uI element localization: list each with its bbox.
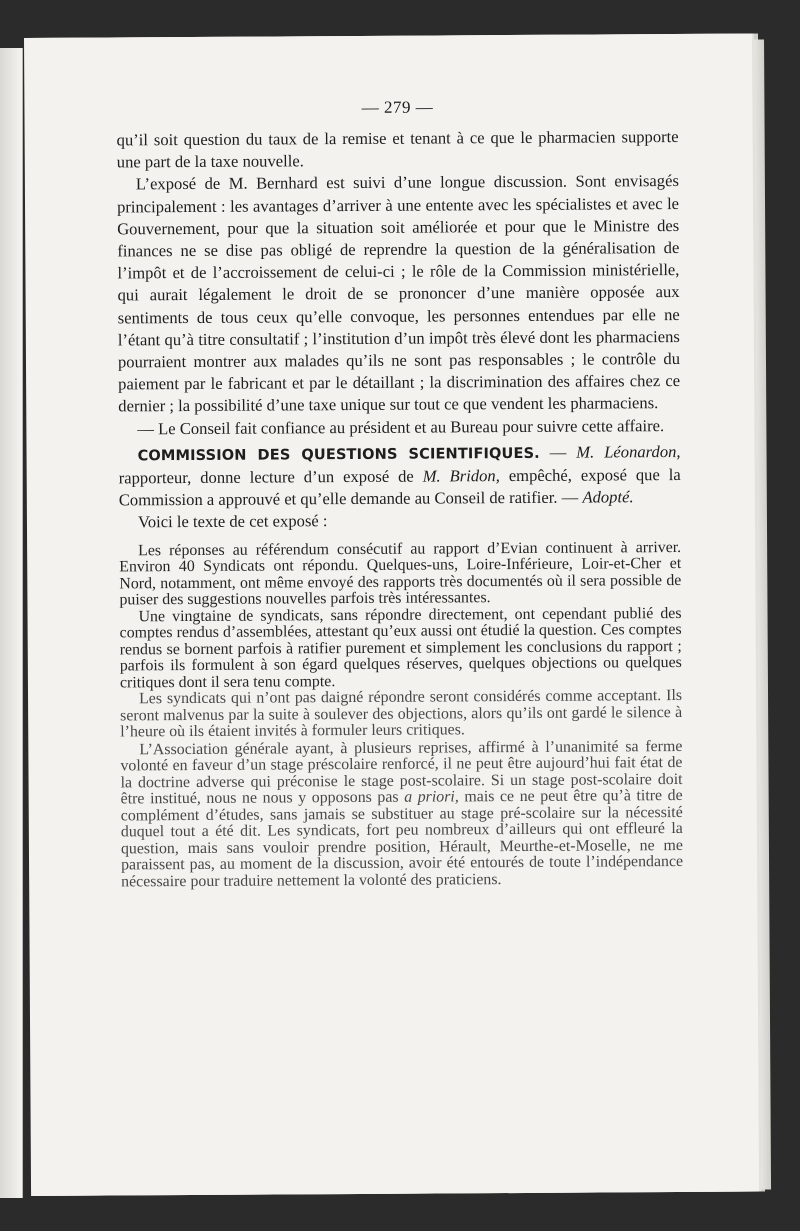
paragraph-continuation: qu’il soit question du taux de la remise et tenant à ce que le pharmacien supporte une part de la taxe nouvelle. [116, 127, 679, 172]
a-priori-phrase: a priori, [404, 788, 459, 806]
adopted-label: Adopté. [582, 487, 634, 507]
heading-dash: — [539, 442, 577, 462]
report-paragraph-responses: Les réponses au référendum consécutif au rapport d’Evian continuent à arriver. Environ 40 Syndicats ont répondu. Quelques-uns, Loire-Inférieure, Loir-et-Cher et Nord, notamment, ont même envoyé des rapports très documentés où il sera possible de puiser des suggestions nouvelles parfois très intéressantes. [119, 538, 682, 609]
rapporteur-name: M. Léonardon, [576, 441, 681, 462]
report-paragraph-association [120, 739, 683, 891]
report-paragraph-silence: Les syndicats qui n’ont pas daigné répondre seront considérés comme acceptant. Ils seront malvenus par la suite à soulever des objections, alors qu’ils ont gardé le silence à l’heure où ils étaient invités à formuler leurs critiques. [120, 687, 683, 741]
page-stack-edge [754, 39, 771, 1189]
paragraph-discussion: L’exposé de M. Bernhard est suivi d’une longue discussion. Sont envisagés principalement : les avantages d’arriver à une entente avec les spécialistes et avec le Gouvernement, pour que la situation soit améliorée et pour que le Ministre des finances ne se dise pas obligé de reprendre la question de la généralisation de l’impôt et de l’accroissement de celui-ci ; le rôle de la Commission ministérielle, qui aurait légalement le droit de se prononcer d’une manière opposée aux sentiments de tous ceux qu’elle convoque, les personnes entendues par elle ne l’étant qu’à titre consultatif ; l’institution d’un impôt très élevé dont les pharmaciens pourraient montrer aux malades qu’ils ne sont pas responsables ; le contrôle du paiement par le fabricant et par le détaillant ; la discrimination des affaires chez ce dernier ; la possibilité d’une taxe unique sur tout ce que vendent les pharmaciens. [116, 171, 681, 416]
commission-text-2: empêché, exposé que la Commission a approuvé et qu’elle demande au Conseil de ratifier. — [118, 465, 681, 510]
paragraph-commission [118, 441, 680, 512]
association-text-1: L’Association générale ayant, à plusieurs reprises, affirmé à l’unanimité sa ferme volonté en faveur d’un stage préscolaire renforcé, il ne peut être aujourd’hui fait état de la doctrine adverse qui préconise le stage post-scolaire. Si un stage post-scolaire doit être institué, nous ne nous y opposons pas [120, 737, 683, 808]
book-page [24, 34, 759, 1196]
section-heading: COMMISSION DES QUESTIONS SCIENTIFIQUES. [137, 444, 540, 465]
page-content [116, 96, 683, 891]
paragraph-conseil: — Le Conseil fait confiance au président et au Bureau pour suivre cette affaire. [137, 415, 665, 438]
commission-text-1: rapporteur, donne lecture d’un exposé de [118, 466, 423, 488]
report-paragraph-syndicats: Une vingtaine de syndicats, sans répondre directement, ont cependant publié des comptes rendus d’assemblées, attestant qu’eux aussi ont étudié la question. Ces comptes rendus se bornent parfois à ratifier purement et simplement les conclusions du rapport ; parfois ils formulent à son égard quelques réserves, quelques objections ou quelques critiques dont il sera tenu compte. [119, 604, 682, 692]
author-name: M. Bridon, [422, 466, 500, 486]
previous-page-edge [0, 48, 23, 1198]
page-number: — 279 — [361, 97, 434, 117]
paragraph-intro: Voici le texte de cet exposé : [137, 511, 328, 532]
association-text-2: mais ce ne peut être qu’à titre de complément d’études, sans jamais se substituer au stage pré-scolaire sur la nécessité duquel tout a été dit. Les syndicats, fort peu nombreux d’ailleurs qui ont effleuré la question, mais sans vouloir prendre position, Hérault, Meurthe-et-Moselle, ne me paraissent pas, au moment de la discussion, avoir été entourés de toute l’indépendance nécessaire pour traduire nettement la volonté des praticiens. [120, 787, 684, 891]
